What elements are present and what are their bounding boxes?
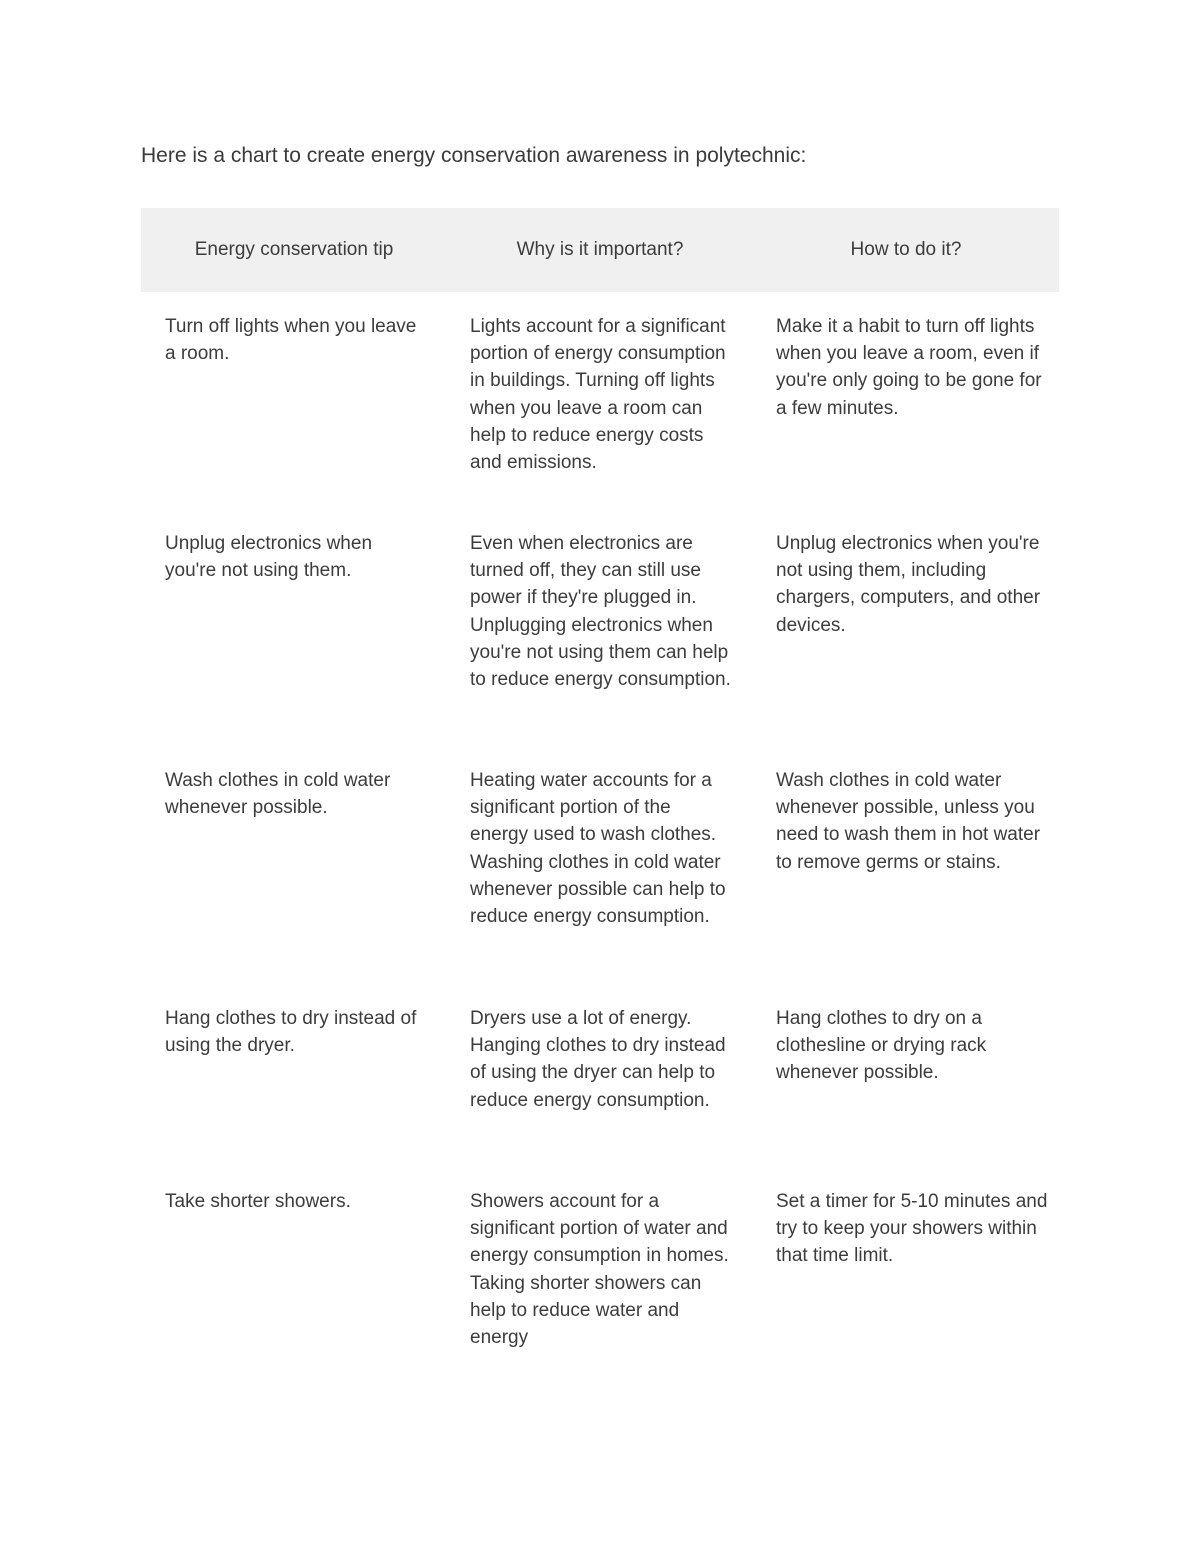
cell-tip: Wash clothes in cold water whenever possible. [165, 770, 391, 819]
table-row [141, 767, 1059, 1005]
table-row [141, 1188, 1059, 1388]
header-how: How to do it? [850, 239, 962, 260]
energy-tips-table [141, 208, 1059, 1388]
header-why: Why is it important? [516, 239, 684, 260]
cell-why: Heating water accounts for a significant portion of the energy used to wash clothes. Washing clothes in cold water whenever possible can help to reduce energy consumption. [470, 770, 726, 928]
cell-tip: Hang clothes to dry instead of using the dryer. [165, 1008, 417, 1057]
cell-how: Set a timer for 5-10 minutes and try to keep your showers within that time limit. [776, 1191, 1048, 1267]
cell-why: Dryers use a lot of energy. Hanging clothes to dry instead of using the dryer can help to reduce energy consumption. [470, 1008, 726, 1111]
cell-how: Make it a habit to turn off lights when you leave a room, even if you're only going to be gone for a few minutes. [776, 316, 1042, 419]
cell-how: Hang clothes to dry on a clothesline or drying rack whenever possible. [776, 1008, 987, 1084]
intro-text: Here is a chart to create energy conservation awareness in polytechnic: [141, 144, 807, 167]
cell-why: Showers account for a significant portion of water and energy consumption in homes. Taking shorter showers can help to reduce water and energy [470, 1191, 729, 1349]
table-row [141, 292, 1059, 530]
cell-why: Lights account for a significant portion of energy consumption in buildings. Turning off lights when you leave a room can help to reduce energy costs and emissions. [470, 316, 726, 474]
cell-why: Even when electronics are turned off, they can still use power if they're plugged in. Unplugging electronics when you're not using them can help to reduce energy consumption. [470, 533, 731, 691]
table-row [141, 1005, 1059, 1188]
cell-tip: Take shorter showers. [165, 1191, 351, 1212]
table-row [141, 530, 1059, 767]
cell-tip: Unplug electronics when you're not using them. [165, 533, 373, 582]
cell-how: Unplug electronics when you're not using them, including chargers, computers, and other devices. [776, 533, 1041, 636]
cell-how: Wash clothes in cold water whenever possible, unless you need to wash them in hot water to remove germs or stains. [776, 770, 1041, 873]
table-header-row [141, 208, 1059, 292]
header-tip: Energy conservation tip [194, 239, 394, 260]
cell-tip: Turn off lights when you leave a room. [165, 316, 417, 365]
